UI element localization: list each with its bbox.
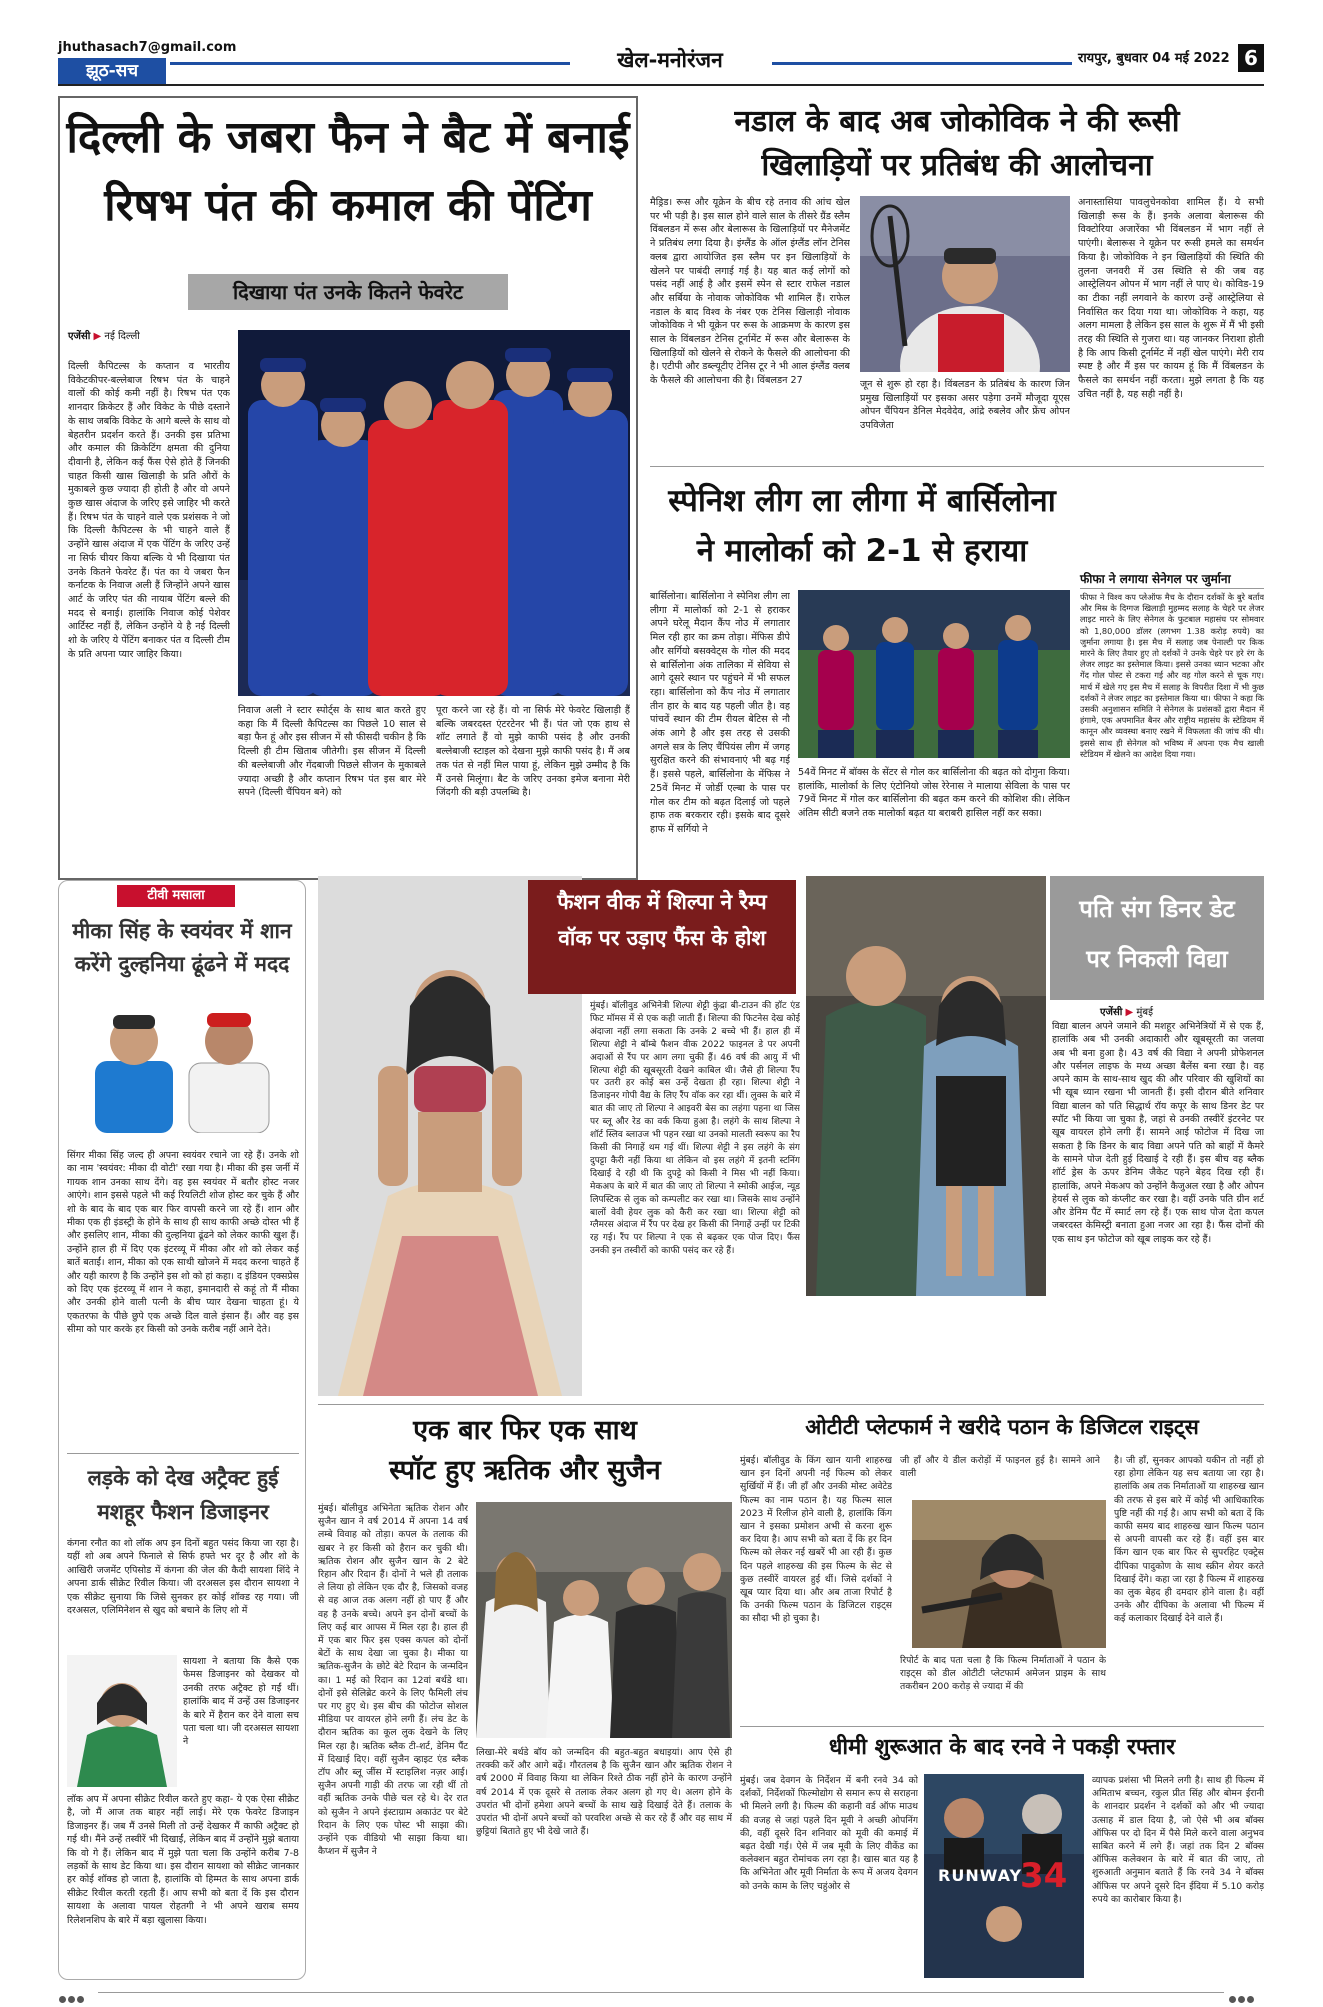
story-pant	[58, 96, 638, 880]
pant-headline-line1: दिल्ली के जबरा फैन ने बैट में बनाई	[66, 112, 630, 163]
nadal-column-1: मैड्रिड। रूस और यूक्रेन के बीच रहे तनाव की आंच खेल पर भी पड़ी है। इस साल होने वाले साल के तीसरे ग्रैंड स्लैम विंबलडन में रूस और बेलारूस के खिलाड़ियों पर मैनेजमेंट ने प्रतिबंध लगा दिया है। इंग्लैंड के ऑल इंग्लैंड लॉन टेनिस क्लब द्वारा आयोजित इस स्लैम पर इन खिलाड़ियों के खेलने पर पाबंदी लगाई गई है। यह बात कई लोगों को पसंद नहीं आई है और इसमें स्पेन से स्टार राफेल नडाल और सर्बिया के नोवाक जोकोविक भी शामिल हैं। राफेल नडाल के बाद विश्व के नंबर एक टेनिस खिलाड़ी नोवाक जोकोविक ने भी यूक्रेन पर रूस के आक्रमण के कारण इस साल के विंबलडन टेनिस टूर्नामेंट में रूस और बेलारूस के खिलाड़ियों को खेलने से रोकने के फैसले की आलोचना की है। एटीपी और डब्ल्यूटीए टेनिस टूर ने भी आल इंग्लैंड क्लब के फैसले की आलोचना की है। विंबलडन 27	[650, 197, 850, 387]
vidya-headline-line2: पर निकली विद्या	[1086, 945, 1228, 973]
vidya-dateline: मुंबई	[1136, 1007, 1153, 1018]
story-hrithik	[318, 1408, 732, 1980]
masthead-logo: झूठ-सच	[58, 58, 166, 84]
vidya-byline-agency: एजेंसी	[1100, 1007, 1123, 1018]
pant-team-photo	[238, 330, 630, 696]
story-laliga	[650, 470, 1074, 882]
mika-shaan-photo	[89, 1001, 275, 1133]
designer-body-right: सायशा ने बताया कि कैसे एक फेमस डिजाइनर को देखकर वो उनकी तरफ अट्रैक्ट हो गईं थीं। हालांकि बाद में उन्हें उस डिजाइनर के बारे में हैरान कर देने वाला सच पता चला था। जी दरअसल सायशा ने	[183, 1656, 299, 1748]
tv-masala-panel	[58, 880, 306, 1980]
laliga-column-2: 54वें मिनट में बॉक्स के सेंटर से गोल कर बार्सिलोना की बढ़त को दोगुना किया। हालांकि, मालोर्का के लिए एंटोनियो जोस रेरेनास ने मालाया सेविला के पास पर 79वें मिनट में गोल कर बार्सिलोना की बढ़त कम करने की कोशिश की। लेकिन अंतिम सीटी बजने तक मालोर्का बढ़त या बराबरी हासिल नहीं कर सका।	[798, 767, 1070, 820]
designer-saisha-photo	[67, 1655, 177, 1787]
shilpa-body: मुंबई। बॉलीवुड अभिनेत्री शिल्पा शेट्टी कुंद्रा बी-टाउन की हॉट एंड फिट मॉमस में से एक कही जाती हैं। शिल्पा की फिटनेस देख कोई अंदाजा नहीं लगा सकता कि उनके 2 बच्चे भी हैं। हाल ही में शिल्पा शेट्टी ने बॉम्बे फैशन वीक 2022 फाइनल डे पर अपनी अदाओं से रैंप पर आग लगा चुकी हैं। 46 वर्ष की आयु में भी शिल्पा शेट्टी की खूबसूरती देखने काबिल थी। जैसे ही शिल्पा रैंप पर उतरी हर कोई बस उन्हें देखता ही रहा। शिल्पा शेट्टी ने डिजाइनर गोपी वैद्य के लिए रैंप वॉक कर रहा थीं। लुक्स के बारे में बात की जाए तो शिल्पा ने आइवरी बेस का लहंगा पहना था जिस पर ब्लू और रेड का वर्क किया हुआ है। लहंगे के साथ शिल्पा ने शॉर्ट स्लिव ब्लाउज भी पहन रखा था उनको मालती स्वरूप का रैप किसी की निगाहें थम गई थीं। शिल्पा शेट्टी ने इस लहंगे के संग दुपट्टा कैरी नहीं किया था लेकिन वो इस लहंगे में इतनी स्टनिंग दिखाई दे रही थी कि दुपट्टे को किसी ने मिस भी नहीं किया। मेकअप के बारे में बात की जाए तो शिल्पा ने स्मोकी आईज, न्यूड लिपस्टिक से लुक को कम्पलीट कर रखा था। जिसके साथ उन्होंने बालों वेवी हेयर लुक को कैरी कर रखा था। शिल्पा शेट्टी को ग्लैमरस अंदाज में रैंप पर देख हर किसी की निगाहें उन्हीं पर टिकी रह गई। रैंप पर शिल्पा ने एक से बढ़कर एक पोज दिए। फैंस उनकी इन तस्वीरों को काफी पसंद कर रहे हैं।	[590, 1001, 800, 1257]
pathan-column-1: मुंबई। बॉलीवुड के किंग खान यानी शाहरुख खान इन दिनों अपनी नई फिल्म को लेकर सुर्खियों में हैं। जी हाँ और उनकी मोस्ट अवेटेड फिल्म का नाम पठान है। यह फिल्म साल 2023 में रिलीज होने वाली है, हालांकि किंग खान ने इसका प्रमोशन अभी से करना शुरू कर दिया है। आप सभी को बता दें कि हर दिन फिल्म को लेकर नई खबरें भी आ रही हैं। कुछ दिन पहले शाहरुख की इस फिल्म के सेट से कुछ तस्वीरें वायरल हुई थीं। जिसे दर्शकों ने खूब प्यार दिया था। और अब ताजा रिपोर्ट है कि उनकी फिल्म पठान के डिजिटल राइट्स का सौदा भी हो चुका है।	[740, 1455, 892, 1625]
designer-body-top: कंगना रनौत का शो लॉक अप इन दिनों बहुत पसंद किया जा रहा है। यहीं शो अब अपने फिनाले से सिर्फ हफ्ते भर दूर है और शो के आखिरी जजमेंट एपिसोड में कंगना की जेल की कैदी सायशा शिंदे ने अपना डार्क सीक्रेट रिवील किया। जी दरअसल इस दौरान सायशा ने एक सीक्रेट सुनाया कि जिसे सुनकर हर कोई शॉक्ड रह गया। जी दरअसल, एलिमिनेशन से खुद को बचाने के लिए शो में	[67, 1538, 299, 1617]
page-number: 6	[1238, 44, 1264, 72]
laliga-column-1: बार्सिलोना। बार्सिलोना ने स्पेनिश लीग ला लीगा में मालोर्का को 2-1 से हराकर अपने घरेलू मैदान कैंप नोउ में लगातार मिल रही हार का क्रम तोड़ा। मेंफिस डीपे और सर्गियो बसक्वेट्स के गोल की मदद से बार्सिलोना अंक तालिका में सेविया से आगे दूसरे स्थान पर पहुंचने में भी सफल रहा। बार्सिलोना को कैंप नोउ में लगातार तीन हार के बाद यह पहली जीत है। वह पांचवें स्थान की टीम रीयल बेटिस से नौ अंक आगे है और इस तरह से उसकी अगले सत्र के लिए चैंपियंस लीग में जगह सुरक्षित करने की संभावनाएं भी बढ़ गई हैं। इससे पहले, बार्सिलोना के मेंफिस ने 25वें मिनट में जोर्डी एल्बा के पास पर गोल कर टीम को बढ़त दिलाई जो पहले हाफ तक बरकरार रही। इसके बाद दूसरे हाफ में सर्गियो ने	[650, 591, 790, 835]
nadal-column-3: अनास्तासिया पावलुचेनकोवा शामिल हैं। ये सभी खिलाड़ी रूस के हैं। इनके अलावा बेलारूस की विक्टोरिया अजारेंका भी विंबलडन में भाग नहीं ले पाएंगी। बेलारूस ने यूक्रेन पर रूसी हमले का समर्थन किया है। जोकोविक ने इन खिलाड़ियों की स्थिति की तुलना जनवरी में उस स्थिति से की जब वह आस्ट्रेलियन ओपन में भाग नहीं ले पाए थे। कोविड-19 का टीका नहीं लगवाने के कारण उन्हें आस्ट्रेलिया से निर्वासित कर दिया गया था। जोकोविक ने कहा, यह अलग मामला है लेकिन इस साल के शुरू में मैं भी इसी तरह की स्थिति से गुजरा था। यह जानकर निराशा होती है कि आप किसी टूर्नामेंट में नहीं खेल पाएंगे। मेरी राय स्पष्ट है और मैं इस पर कायम हूं कि मैं विंबलडन के फैसले का समर्थन नहीं करता। मुझे लगता है कि यह उचित नहीं है, यह सही नहीं है।	[1078, 197, 1264, 400]
mika-headline: मीका सिंह के स्वयंवर में शान करेंगे दुल्हनिया ढूंढने में मदद	[72, 919, 292, 976]
masthead-top-rule	[170, 62, 570, 65]
story-fifa	[1080, 570, 1264, 882]
fifa-headline: फीफा ने लगाया सेनेगल पर जुर्माना	[1080, 570, 1264, 589]
masthead-top-rule-right	[772, 62, 1072, 65]
pathan-column-2: जी हाँ और ये डील करोड़ों में फाइनल हुई है। सामने आने वाली	[900, 1455, 1100, 1480]
fifa-body: फीफा ने विश्व कप प्लेऑफ मैच के दौरान दर्शकों के बुरे बर्ताव और मिस्र के दिग्गज खिलाड़ी मुहम्मद सलाह के चेहरे पर लेजर लाइट मारने के लिए सेनेगल के फुटबाल महासंघ पर सोमवार को 1,80,000 डॉलर (लगभग 1.38 करोड़ रुपये) का जुर्माना लगाया है। इस मैच में सलाह जब पेनाल्टी पर किक मारने के लिए तैयार हुए तो दर्शकों ने उनके चेहरे पर हरे रंग के लेजर लाइट का इस्तेमाल किया। इससे उनका ध्यान भटका और गेंद गोल पोस्ट से टकरा गई और वह गोल करने से चूक गए। मार्च में खेले गए इस मैच में सलाह के विपरीत दिशा में भी कुछ दर्शकों ने लेजर लाइट का इस्तेमाल किया था। फीफा ने कहा कि उसकी अनुशासन समिति ने सेनेगल के प्रशंसकों द्वारा मैदान में हंगामे, एक अपमानित बैनर और राष्ट्रीय महासंघ के स्टेडियम में कानून और व्यवस्था बनाए रखने में विफलता की जांच की थी। इससे साथ ही सेनेगल को भविष्य में अपना एक मैच खाली स्टेडियम में खेलने का आदेश दिया गया।	[1080, 592, 1264, 759]
hrithik-family-photo	[476, 1502, 732, 1738]
hrithik-column-1: मुंबई। बॉलीवुड अभिनेता ऋतिक रोशन और सुजैन खान ने वर्ष 2014 में अपना 14 वर्ष लम्बे विवाह को तोड़ा। कपल के तलाक की खबर ने हर किसी को हैरान कर चुकी थी। ऋतिक रोशन और सुजैन खान के 2 बेटे रिहान और रिदान हैं। दोनों ने भले ही तलाक ले लिया हो लेकिन एक दौर है, जिसको वजह से वह आज तक अलग नहीं हो पाए हैं और वह है उनके बच्चे। अपने इन दोनों बच्चों के लिए कई बार आपस में मिल रहा है। हाल ही में एक बार फिर इस एक्स कपल को दोनों बेटों के साथ देखा जा चुका है। मीका या ऋतिक-सुजैन के छोटे बेटे रिदान के जन्मदिन का। 1 मई को रिदान का 12वां बर्थडे था। दोनों इसे सेलिब्रेट करने के लिए फैमिली लंच पर गए हुए थे। इस बीच की फोटोज सोशल मीडिया पर वायरल होने लगी हैं। लंच डेट के दौरान ऋतिक का कूल लुक देखने के लिए मिल रहा है। ऋतिक ब्लैक टी-शर्ट, डेनिम पैंट में दिखाई दिए। वहीं सुजैन व्हाइट एंड ब्लैक टॉप और ब्लू जींस में स्टाइलिश नज़र आई। सुजैन अपनी गाड़ी की तरफ जा रही थीं तो वहीं ऋतिक उनके पीछे चल रहे थे। देर रात को सुजैन ने अपने इंस्टाग्राम अकाउंट पर बेटे रिदान के लिए एक पोस्ट भी साझा की। उन्होंने एक वीडियो भी साझा किया था। कैप्शन में सुजैन ने	[318, 1503, 468, 1858]
pathan-column-2-bottom: रिपोर्ट के बाद पता चला है कि फिल्म निर्माताओं ने पठान के राइट्स को डील ओटीटी प्लेटफार्म अमेजन प्राइम के साथ तकरीबन 200 करोड़ से ज्यादा में की	[900, 1655, 1106, 1693]
runway-poster-number: 34	[1020, 1856, 1068, 1896]
barcelona-photo	[798, 590, 1070, 758]
runway34-poster	[924, 1774, 1084, 1978]
runway-column-1: मुंबई। जब देवगन के निर्देशन में बनी रनवे 34 को दर्शकों, निर्देशकों फिल्मोद्योग से समान रूप से सराहना भी मिलने लगी है। फिल्म की कहानी वर्ड ऑफ माउथ की वजह से जहां पहले दिन मूवी ने अच्छी ओपनिंग की, वहीं दूसरे दिन शनिवार को मूवी की कमाई में बढ़त देखी गई। ऐसे में जब मूवी के लिए वीकेंड का कलेक्शन बहुत रोमांचक लग रहा है। खास बात यह है कि अभिनेता और मूवी निर्माता के रूप में अजय देवगन को उनके काम के लिए चहुंओर से	[740, 1775, 918, 1892]
pathan-column-3: है। जी हाँ, सुनकर आपको यकीन तो नहीं हो रहा होगा लेकिन यह सच बताया जा रहा है। हालांकि अब तक निर्माताओं या शाहरुख खान की तरफ से इस बारे में कोई भी आधिकारिक पुष्टि नहीं की गई है। आप सभी को बता दें कि काफी समय बाद शाहरुख खान फिल्म पठान से अपनी वापसी कर रहे हैं। वहीं इस बार किंग खान एक बार फिर से सुपरहिट एक्ट्रेस दीपिका पादुकोण के साथ स्क्रीन शेयर करते दिखाई देंगे। कहा जा रहा है फिल्म में शाहरुख का लुक बेहद ही दमदार होने वाला है। वहीं उनके और दीपिका के अलावा भी फिल्म में कई कलाकार दिखाई देने वाले हैं।	[1114, 1455, 1264, 1625]
runway-headline: धीमी शुरूआत के बाद रनवे ने पकड़ी रफ्तार	[828, 1735, 1176, 1760]
pathan-runway-divider	[740, 1726, 1264, 1727]
vidya-byline	[1100, 1004, 1153, 1018]
masthead-email: jhuthasach7@gmail.com	[58, 40, 237, 55]
vidya-headline-box	[1050, 876, 1264, 1000]
vidya-headline-line1: पति संग डिनर डेट	[1079, 895, 1235, 923]
pathan-headline: ओटीटी प्लेटफार्म ने खरीदे पठान के डिजिटल राइट्स	[805, 1415, 1199, 1439]
nadal-headline-line1: नडाल के बाद अब जोकोविक ने की रूसी	[734, 104, 1180, 139]
laliga-headline-line1: स्पेनिश लीग ला लीगा में बार्सिलोना	[668, 483, 1056, 519]
designer-headline: लड़के को देख अट्रैक्ट हुई मशहूर फैशन डिजाइनर	[87, 1466, 279, 1524]
hrithik-headline-line1: एक बार फिर एक साथ	[413, 1415, 637, 1446]
hrithik-column-2: लिखा-मेरे बर्थडे बॉय को जन्मदिन की बहुत-बहुत बधाइयां। आप ऐसे ही तरक्की करें और आगे बढ़ें। गौरतलब है कि सुजैन खान और ऋतिक रोशन ने वर्ष 2000 में विवाह किया था लेकिन रिश्ते ठीक नहीं होने के कारण उन्होंने वर्ष 2014 में एक दूसरे से तलाक लेकर अलग हो गए थे। अलग होने के उपरांत भी दोनों हमेशा अपने बच्चों के साथ खड़े दिखाई देते हैं। तलाक के उपरांत भी दोनों अपने बच्चों को परवरिश अच्छे से कर रहे हैं और वह साथ में छुट्टियां बिताते हुए भी देखे जाते हैं।	[476, 1747, 732, 1838]
footer-bar	[58, 1988, 1264, 1998]
story-runway	[740, 1730, 1264, 1980]
pant-dateline: नई दिल्ली	[104, 331, 140, 342]
laliga-headline-line2: ने मालोर्का को 2-1 से हराया	[696, 533, 1028, 569]
pant-column-2: निवाज अली ने स्टार स्पोर्ट्स के साथ बात करते हुए कहा कि मैं दिल्ली कैपिटल्स का पिछले 10 साल से बड़ा फैन हूं और इस सीजन में सौ फीसदी चकीन है कि दिल्ली ही टीम खिताब जीतेगी। इस सीजन में दिल्ली की बल्लेबाजी और गेंदबाजी पिछले सीजन के मुकाबले ज्यादा अच्छी है और कप्तान रिषभ पंत इस बार मेरे सपने (दिल्ली चैंपियन बने) को	[238, 705, 426, 799]
story-nadal	[650, 96, 1264, 462]
masthead	[0, 0, 1323, 86]
footer-registration-right	[1228, 1988, 1255, 2007]
story-pathan	[740, 1408, 1264, 1722]
djokovic-photo	[860, 196, 1070, 372]
pant-byline	[68, 328, 140, 342]
shahrukh-pathan-photo	[912, 1500, 1106, 1648]
designer-body-bottom: लॉक अप में अपना सीक्रेट रिवील करते हुए कहा- ये एक ऐसा सीक्रेट है, जो मैं आज तक बाहर नहीं लाई। मेरे एक फेवरेट डिजाइन डिजाइनर हैं। जब मैं उनसे मिली तो उन्हें देखकर मैं काफी अट्रैक्ट हो गई थी। मैंने उन्हें तस्वीरें भी दिखाईं, लेकिन बाद में उन्होंने मुझे बताया कि वो गे हैं। लेकिन बाद में मुझे पता चला कि उन्होंने करीब 7-8 लड़कों के साथ डेट किया था। इस दौरान सायशा को सीक्रेट जानकार हर कोई शॉक्ड हो जाता है, हालांकि वो हिम्मत के साथ अपना डार्क सीक्रेट रिवील करती रहती हैं। आप सभी को बता दें कि इस दौरान सायशा के अलावा पायल रोहतगी ने भी अपने खराब समय रिलेशनशिप के बारे में बड़ा खुलासा किया।	[67, 1794, 299, 1926]
masthead-bottom-rule	[58, 84, 1264, 86]
vidya-body: विद्या बालन अपने जमाने की मशहूर अभिनेत्रियों में से एक हैं, हालांकि अब भी उनकी अदाकारी और खूबसूरती का जलवा अब भी बना हुआ है। 43 वर्ष की विद्या ने अपनी प्रोफेशनल और पर्सनल लाइफ के मध्य अच्छा बैलेंस बना रखा है। वह अपने काम के साथ-साथ खुद की और परिवार की खुशियों का भी खूब ध्यान रखना भी जानती हैं। इसी दौरान बीते शनिवार विद्या बालन को पति सिद्धार्थ रॉय कपूर के साथ डिनर डेट पर स्पॉट भी किया जा चुका है, जहां से उनकी तस्वीरें इंटरनेट पर खूब वायरल होने लगी हैं। सामने आई फोटोज में दिख जा सकता है कि डिनर के बाद विद्या अपने पति को बाहों में कैमरे के सामने पोज देती हुई दिखाई दे रही हैं। इस बीच वह ब्लैक शॉर्ट ड्रेस के ऊपर डेनिम जैकेट पहने बेहद दिख रही हैं। हालांकि, अपने मेकअप को उन्होंने कैजुअल रखा है और ओपन हेयर्स से लुक को कंप्लीट कर रखा है। वहीं उनके पति ग्रीन शर्ट और डेनिम पैंट में स्मार्ट लग रहे हैं। एक साथ पोज देता कपल जबरदस्त केमिस्ट्री बनाता हुआ नजर आ रहा है। फैंस दोनों की एक साथ इन फोटोज को खूब लाइक कर रहे हैं।	[1052, 1021, 1264, 1245]
mika-body: सिंगर मीका सिंह जल्द ही अपना स्वयंवर रचाने जा रहे हैं। उनके शो का नाम 'स्वयंवर: मीका दी वोटी' रखा गया है। मीका की इस जर्नी में गायक शान उनका साथ देंगे। वह इस स्वयंवर में बतौर होस्ट नजर आएंगे। शान इससे पहले भी कई रियलिटी शोज होस्ट कर चुके हैं और शो के बाद के बाद एक बार फिर वापसी करने जा रहे हैं। शान और मीका एक ही इंडस्ट्री के होने के साथ ही साथ काफी अच्छे दोस्त भी हैं और इसलिए शान, मीका की दुल्हनिया ढूंढने को लेकर काफी खुश हैं। उन्होंने हाल ही में दिए एक इंटरव्यू में मीका और शो को लेकर कई बातें बताईं। शान, मीका को एक साथी खोजने में मदद करना चाहते हैं और यही कारण है कि उन्होंने इस शो को हां कहा। द इंडियन एक्सप्रेस को दिए एक इंटरव्यू में शान ने कहा, इमानदारी से कहूं तो मैं मीका और उनकी होने वाली पत्नी के बीच प्यार देखना चाहता हूं। ये एकतरफा के पीछे छुपे एक अच्छे दिल वाले इंसान हैं। और वह इस सीमा को पार करके हर किसी को उनके करीब नहीं आने देते।	[67, 1150, 299, 1336]
vidya-byline-separator: ▶	[1125, 1007, 1134, 1018]
middle-bottom-divider	[318, 1404, 1264, 1405]
runway-column-3: व्यापक प्रशंसा भी मिलने लगी है। साथ ही फिल्म में अमिताभ बच्चन, रकुल प्रीत सिंह और बोमन ईरानी के शानदार प्रदर्शन ने दर्शकों को और भी ज्यादा उत्साह में डाल दिया है, जो ऐसे भी अब बॉक्स ऑफिस पर दो दिन में पैसे मिले करने वाला अनुभव साबित करने में लगे हैं। जहां तक दिन 2 बॉक्स ऑफिस कलेक्शन के बारे में बात की जाए, तो शुरुआती अनुमान बताते हैं कि रनवे 34 ने बॉक्स ऑफिस पर अपने दूसरे दिन ईदिया में 5.10 करोड़ रुपये का कारोबार किया है।	[1092, 1775, 1264, 1905]
pant-byline-agency: एजेंसी	[68, 331, 91, 342]
pant-column-3: पूरा करने जा रहे हैं। वो ना सिर्फ मेरे फेवरेट खिलाड़ी हैं बल्कि जबरदस्त एंटरटेनर भी हैं। पंत जो एक हाथ से शॉट लगाते हैं वो मुझे काफी पसंद है और उनकी बल्लेबाजी स्टाइल को देखना मुझे काफी पसंद है। मैं अब तक पंत से नहीं मिल पाया हूं, लेकिन मुझे उम्मीद है कि मैं उनसे मिलूंगा। बैट के जरिए उनका इमेज बनाना मेरी जिंदगी की बड़ी उपलब्धि है।	[436, 705, 630, 799]
hrithik-headline-line2: स्पॉट हुए ऋतिक और सुजैन	[389, 1455, 661, 1486]
pant-headline-line2: रिषभ पंत की कमाल की पेंटिंग	[104, 180, 592, 231]
pant-subhead: दिखाया पंत उनके कितने फेवरेट	[188, 274, 508, 310]
footer-rule	[98, 1992, 1224, 1993]
masthead-dateline: रायपुर, बुधवार 04 मई 2022	[1078, 51, 1230, 66]
shilpa-headline: फैशन वीक में शिल्पा ने रैम्प वॉक पर उड़ाए फैंस के होश	[528, 880, 796, 994]
footer-registration-left	[58, 1988, 85, 2007]
pant-column-1: दिल्ली कैपिटल्स के कप्तान व भारतीय विकेटकीपर-बल्लेबाज रिषभ पंत के चाहने वालों की कोई कमी नहीं है। रिषभ पंत एक शानदार क्रिकेटर हैं और विकेट के पीछे दस्ताने के साथ जबकि विकेट के आगे बल्ले के साथ वो बेहतरीन प्रदर्शन करते हैं। उनकी इस प्रतिभा और कमाल की क्रिकेटिंग क्षमता की दुनिया दीवानी है, लेकिन कई फैंस ऐसे होते हैं जिनकी चाहत किसी खास खिलाड़ी के प्रति औरों के मुकाबले कुछ ज्यादा ही होती है और वो अपने कुछ खास अंदाज के जरिए इसे जाहिर भी करते हैं। रिषभ पंत के चाहने वाले एक प्रशंसक ने जो कि दिल्ली कैपिटल्स के भी चाहने वाले हैं उन्होंने खास अंदाज में एक पेंटिंग के जरिए उन्हें ना सिर्फ चीयर किया बल्कि ये भी दिखाया पंत उनके कितने फेवरेट हैं। पंत का ये जबरा फैन कर्नाटक के निवाज अली हैं जिन्होंने अपने खास आर्ट के जरिए पंत की नायाब पेंटिंग बल्ले की मदद से बनाई। हालांकि निवाज कोई पेशेवर आर्टिस्ट नहीं हैं, लेकिन उन्होंने ये है नई दिल्ली शो के जरिए ये पेंटिंग बनाकर पंत व दिल्ली टीम के प्रति अपना प्यार जाहिर किया।	[68, 361, 230, 660]
pant-byline-separator: ▶	[93, 331, 102, 342]
masthead-section: खेल-मनोरंजन	[617, 48, 723, 72]
nadal-headline-line2: खिलाड़ियों पर प्रतिबंध की आलोचना	[761, 148, 1153, 183]
nadal-laliga-divider	[650, 466, 1264, 467]
tv-masala-divider	[67, 1453, 299, 1454]
runway-poster-title: RUNWAY	[938, 1866, 1023, 1885]
nadal-column-2: जून से शुरू हो रहा है। विंबलडन के प्रतिबंध के कारण जिन प्रमुख खिलाड़ियों पर इसका असर पड़ेगा उनमें मौजूदा यूएस ओपन चैंपियन डेनिल मेदवेदेव, आंद्रे रुबलेव और फ्रेंच ओपन उपविजेता	[860, 379, 1070, 432]
tv-masala-label: टीवी मसाला	[117, 885, 235, 907]
vidya-siddharth-photo	[806, 876, 1046, 1296]
